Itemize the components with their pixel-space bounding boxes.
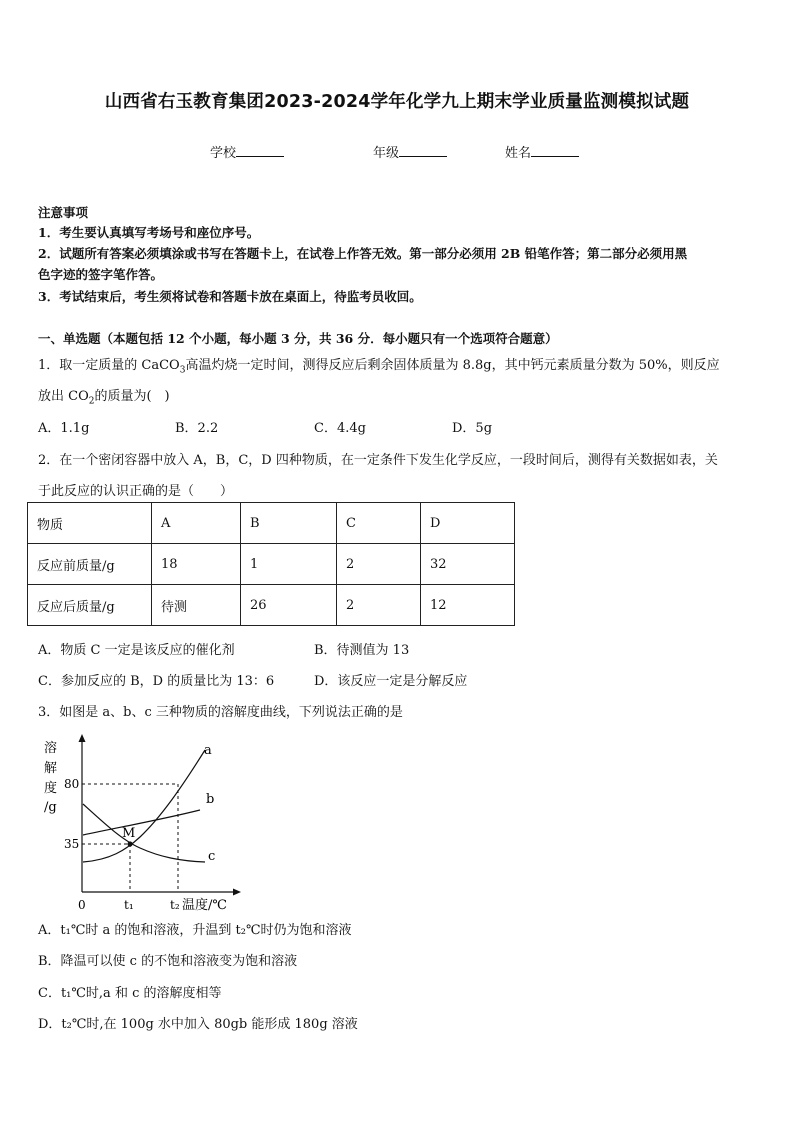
grade-field bbox=[373, 142, 447, 161]
mass-table bbox=[27, 502, 515, 626]
table-cell: 32 bbox=[421, 544, 515, 585]
table-row bbox=[28, 544, 515, 585]
table-row bbox=[28, 503, 515, 544]
school-field bbox=[210, 142, 284, 161]
notice-item-3: 3．考试结束后，考生须将试卷和答题卡放在桌面上，待监考员收回。 bbox=[38, 289, 422, 304]
name-blank bbox=[531, 144, 579, 157]
origin-label: 0 bbox=[78, 898, 86, 912]
y-tick-label: 35 bbox=[64, 837, 80, 851]
y-tick-label: 80 bbox=[64, 777, 80, 791]
series-a-label: a bbox=[204, 743, 212, 758]
ylabel-char: 解 bbox=[44, 761, 58, 776]
q1-line1-a: 1．取一定质量的 CaCO bbox=[38, 358, 180, 373]
table-cell: 26 bbox=[241, 585, 337, 626]
x-tick-label: t₂ bbox=[170, 898, 180, 912]
q1-line1-b: 高温灼烧一定时间，测得反应后剩余固体质量为 8.8g，其中钙元素质量分数为 50%，则反应 bbox=[185, 358, 720, 373]
table-cell: 12 bbox=[421, 585, 515, 626]
ylabel-char: /g bbox=[44, 800, 57, 815]
series-a-line bbox=[83, 750, 205, 862]
table-cell: B bbox=[241, 503, 337, 544]
x-tick-label: t₁ bbox=[124, 898, 134, 912]
table-cell: 待测 bbox=[152, 585, 241, 626]
q2-option-d: D．该反应一定是分解反应 bbox=[314, 674, 468, 689]
solubility-chart bbox=[30, 732, 250, 912]
series-b-line bbox=[83, 810, 200, 835]
q1-line2-sub: 2 bbox=[88, 396, 95, 407]
page-title: 山西省右玉教育集团2023-2024学年化学九上期末学业质量监测模拟试题 bbox=[104, 92, 690, 112]
school-blank bbox=[236, 144, 284, 157]
q1-line1-sub: 3 bbox=[179, 365, 186, 376]
point-m bbox=[127, 841, 132, 846]
table-cell: A bbox=[152, 503, 241, 544]
q1-line2-b: 的质量为( ) bbox=[94, 389, 170, 404]
q2-line2: 于此反应的认识正确的是（ ） bbox=[38, 484, 234, 499]
q1-option-b: B．2.2 bbox=[175, 421, 219, 436]
name-label: 姓名 bbox=[505, 146, 532, 161]
q3-option-a: A．t₁℃时 a 的饱和溶液，升温到 t₂℃时仍为饱和溶液 bbox=[38, 923, 352, 938]
table-cell: C bbox=[337, 503, 421, 544]
q2-option-c: C．参加反应的 B，D 的质量比为 13：6 bbox=[38, 674, 275, 689]
point-m-label: M bbox=[122, 826, 136, 841]
ylabel-char: 溶 bbox=[44, 741, 58, 756]
series-b-label: b bbox=[206, 792, 215, 807]
x-axis-label: 温度/℃ bbox=[182, 898, 227, 912]
name-field bbox=[505, 142, 579, 161]
q2-option-a: A．物质 C 一定是该反应的催化剂 bbox=[38, 643, 235, 658]
table-cell: 2 bbox=[337, 544, 421, 585]
grade-label: 年级 bbox=[373, 146, 400, 161]
y-axis-arrow bbox=[79, 734, 86, 742]
notice-item-2-cont: 色字迹的签字笔作答。 bbox=[38, 267, 164, 282]
table-cell: 2 bbox=[337, 585, 421, 626]
table-cell: 反应前质量/g bbox=[28, 544, 152, 585]
q3-option-d: D．t₂℃时,在 100g 水中加入 80gb 能形成 180g 溶液 bbox=[38, 1017, 358, 1032]
q3-option-b: B．降温可以使 c 的不饱和溶液变为饱和溶液 bbox=[38, 954, 298, 969]
notice-item-2: 2．试题所有答案必须填涂或书写在答题卡上，在试卷上作答无效。第一部分必须用 2B 铅笔作答；第二部分必须用黑 bbox=[38, 246, 688, 261]
table-row bbox=[28, 585, 515, 626]
x-axis-arrow bbox=[233, 889, 241, 896]
grade-blank bbox=[399, 144, 447, 157]
q1-option-a: A．1.1g bbox=[38, 421, 90, 436]
ylabel-char: 度 bbox=[44, 781, 58, 796]
q3-line1: 3．如图是 a、b、c 三种物质的溶解度曲线，下列说法正确的是 bbox=[38, 705, 403, 720]
notice-item-1: 1．考生要认真填写考场号和座位序号。 bbox=[38, 225, 260, 240]
table-cell: 反应后质量/g bbox=[28, 585, 152, 626]
q1-option-d: D．5g bbox=[452, 421, 493, 436]
q2-option-b: B．待测值为 13 bbox=[314, 643, 410, 658]
series-c-label: c bbox=[208, 849, 216, 864]
q3-option-c: C．t₁℃时,a 和 c 的溶解度相等 bbox=[38, 986, 222, 1001]
q1-line2 bbox=[38, 385, 170, 407]
q1-option-c: C．4.4g bbox=[314, 421, 366, 436]
table-cell: 1 bbox=[241, 544, 337, 585]
q1-line2-a: 放出 CO bbox=[38, 389, 89, 404]
school-label: 学校 bbox=[210, 146, 237, 161]
table-cell: 物质 bbox=[28, 503, 152, 544]
section-heading: 一、单选题（本题包括 12 个小题，每小题 3 分，共 36 分．每小题只有一个选项符合题意） bbox=[38, 331, 558, 346]
q2-line1: 2．在一个密闭容器中放入 A，B，C，D 四种物质，在一定条件下发生化学反应，一段时间后，测得有关数据如表，关 bbox=[38, 453, 718, 468]
table-cell: 18 bbox=[152, 544, 241, 585]
table-cell: D bbox=[421, 503, 515, 544]
q1-line1 bbox=[38, 354, 720, 376]
notice-heading: 注意事项 bbox=[38, 205, 89, 220]
